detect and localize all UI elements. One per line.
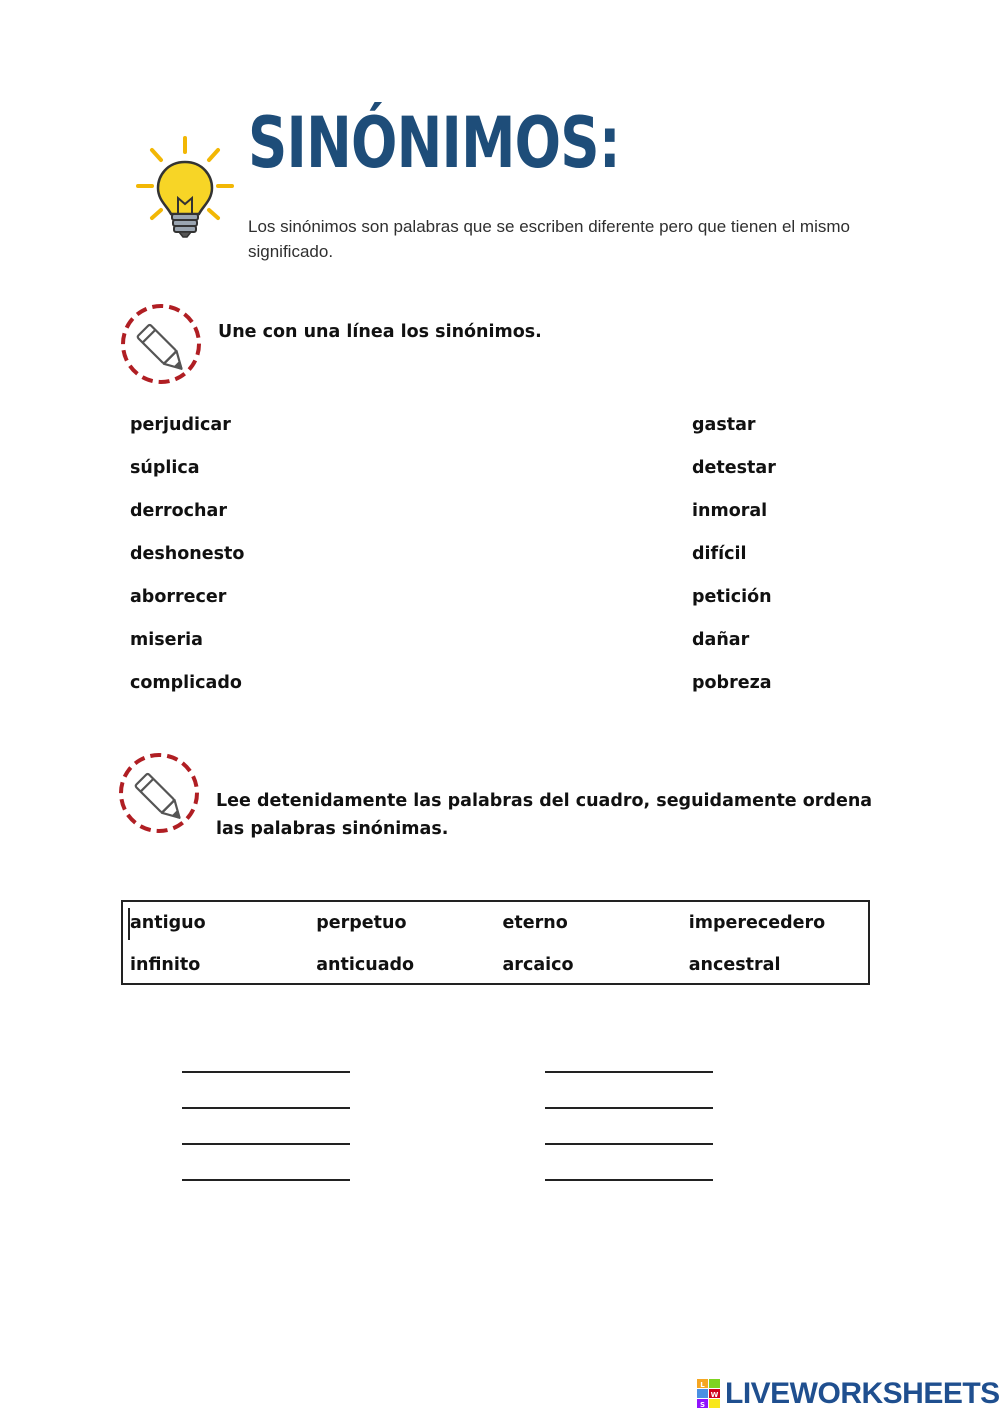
liveworksheets-logo — [697, 1376, 1000, 1412]
instruction-1: Une con una línea los sinónimos. — [218, 322, 542, 342]
box-word: imperecedero — [688, 913, 826, 933]
right-word: pobreza — [692, 673, 772, 693]
left-word: derrochar — [130, 501, 227, 521]
box-word: infinito — [130, 955, 201, 975]
left-word: complicado — [130, 673, 242, 693]
right-word: detestar — [692, 458, 776, 478]
word-box-divider — [128, 908, 130, 940]
right-word: inmoral — [692, 501, 768, 521]
logo-letter: L — [700, 1381, 705, 1389]
liveworksheets-logo-icon — [697, 1379, 721, 1409]
instruction-2: Lee detenidamente las palabras del cuadro, seguidamente ordena las palabras sinónimas. — [216, 791, 873, 839]
answer-line[interactable] — [182, 1071, 350, 1073]
left-word: aborrecer — [130, 587, 227, 607]
box-word: ancestral — [688, 955, 781, 975]
logo-letter: S — [699, 1401, 706, 1409]
answer-line[interactable] — [182, 1143, 350, 1145]
answer-line[interactable] — [545, 1179, 713, 1181]
word-box — [121, 900, 870, 985]
box-word: eterno — [502, 913, 568, 933]
pencil-badge-icon — [119, 302, 203, 386]
left-word: perjudicar — [130, 415, 231, 435]
box-word: anticuado — [316, 955, 415, 975]
page-title: SINÓNIMOS: — [248, 102, 620, 184]
answer-line[interactable] — [545, 1107, 713, 1109]
answer-line[interactable] — [545, 1071, 713, 1073]
answer-line[interactable] — [182, 1107, 350, 1109]
pencil-badge-icon — [117, 751, 201, 835]
logo-text: LIVEWORKSHEETS — [725, 1377, 1000, 1410]
left-word: deshonesto — [130, 544, 245, 564]
lightbulb-icon — [136, 136, 234, 240]
left-word-column — [130, 414, 430, 715]
answer-line[interactable] — [545, 1143, 713, 1145]
box-word: arcaico — [502, 955, 574, 975]
right-word-column — [692, 414, 992, 715]
word-box-row — [123, 944, 868, 986]
right-word: petición — [692, 587, 772, 607]
right-word: gastar — [692, 415, 756, 435]
box-word: perpetuo — [316, 913, 407, 933]
left-word: miseria — [130, 630, 203, 650]
left-word: súplica — [130, 458, 200, 478]
right-word: difícil — [692, 544, 747, 564]
intro-text: Los sinónimos son palabras que se escriben diferente pero que tienen el mismo significado. — [248, 217, 850, 261]
logo-letter: W — [710, 1391, 719, 1399]
word-box-row — [123, 902, 868, 944]
answer-line[interactable] — [182, 1179, 350, 1181]
right-word: dañar — [692, 630, 750, 650]
box-word: antiguo — [130, 913, 206, 933]
